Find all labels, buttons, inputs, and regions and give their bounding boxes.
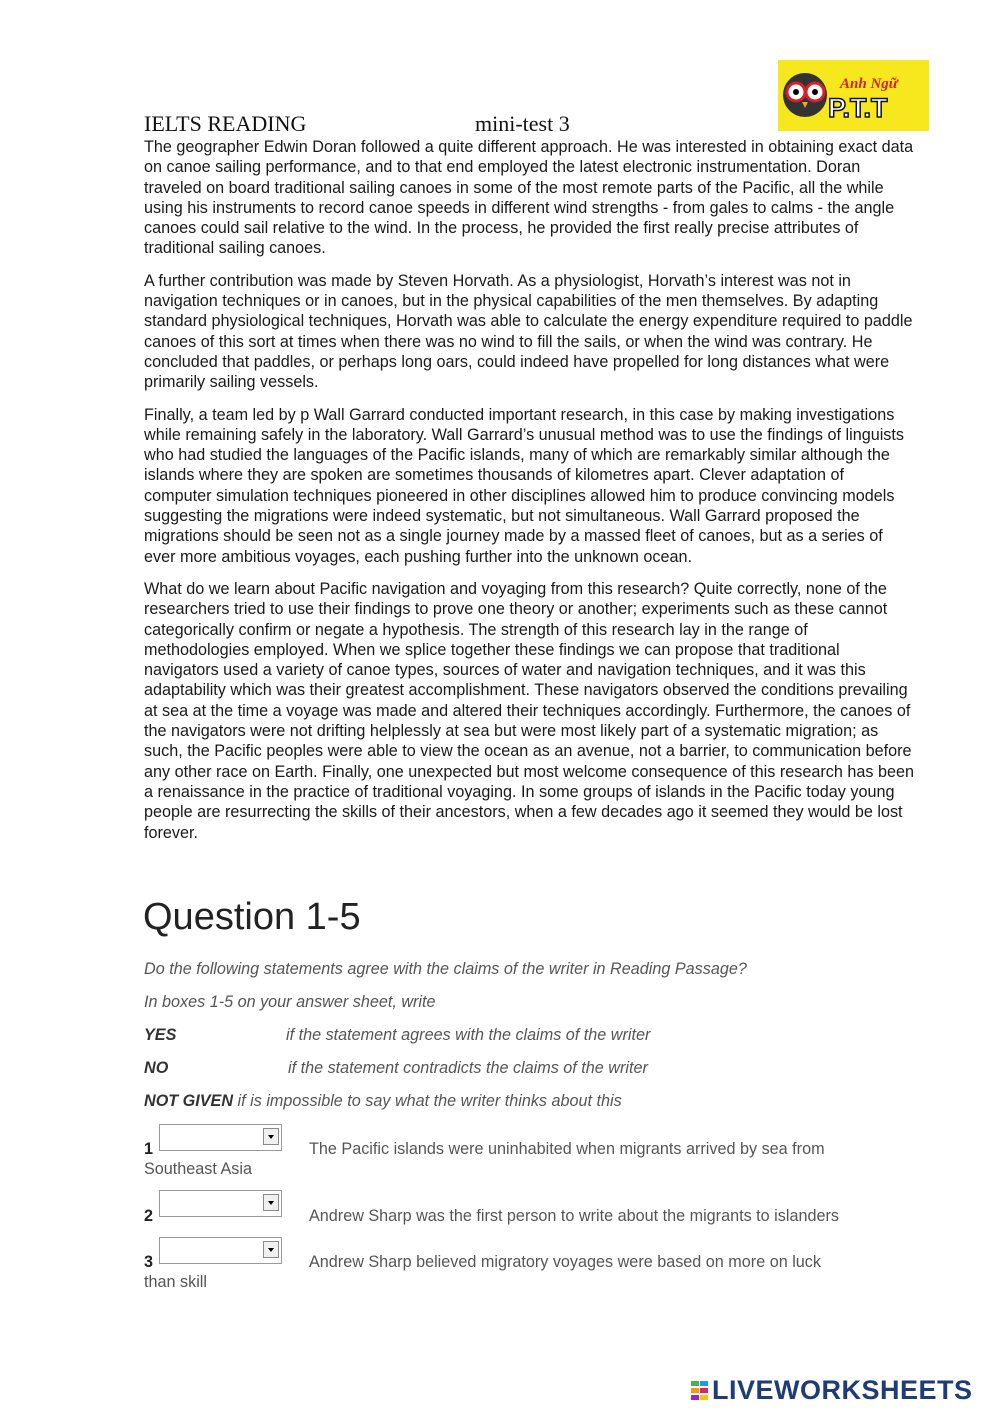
question-statement-continued: Southeast Asia xyxy=(144,1160,252,1178)
option-key: YES xyxy=(144,1026,177,1044)
anh-ngu-ptt-logo xyxy=(778,60,929,131)
option-key: NOT GIVEN xyxy=(144,1092,234,1110)
passage-paragraph: A further contribution was made by Steven Horvath. As a physiologist, Horvath’s interest was not in navigation techniques or in canoes, but in the physical capabilities of the men themselves. By adapting standard physiological techniques, Horvath was able to calculate the energy expenditure required to paddle canoes of this sort at times when there was no wind to fill the sails, or when the wind was contrary. He concluded that paddles, or perhaps long oars, could indeed have propelled for long distances what were primarily sailing vessels. xyxy=(144,271,913,392)
answer-dropdown[interactable] xyxy=(159,1124,282,1151)
option-not-given xyxy=(144,1092,622,1111)
option-key: NO xyxy=(144,1059,169,1077)
question-number: 3 xyxy=(144,1253,154,1271)
passage-paragraph: What do we learn about Pacific navigation and voyaging from this research? Quite correctly, none of the researchers tried to use their findings to prove one theory or another; experiments such as these cannot categorically confirm or negate a hypothesis. The strength of this research lay in the range of methodologies employed. When we splice together these findings we can propose that traditional navigators used a variety of canoe types, sources of water and navigation techniques, and it was this adaptability which was their greatest accomplishment. These navigators observed the conditions prevailing at sea at the time a voyage was made and altered their techniques accordingly. Furthermore, the canoes of the navigators were not drifting helplessly at sea but were most likely part of a systematic migration; as such, the Pacific peoples were able to view the ocean as an avenue, not a barrier, to communication before any other race on Earth. Finally, one unexpected but most welcome consequence of this research has been a renaissance in the practice of traditional voyaging. In some groups of islands in the Pacific today young people are resurrecting the skills of their ancestors, when a few decades ago it seemed they would be lost forever. xyxy=(144,579,914,842)
question-item xyxy=(144,1139,914,1178)
option-no xyxy=(144,1059,648,1078)
answer-dropdown[interactable] xyxy=(159,1190,282,1217)
question-statement: The Pacific islands were uninhabited when migrants arrived by sea from xyxy=(309,1140,825,1158)
question-statement-continued: than skill xyxy=(144,1273,207,1291)
option-yes xyxy=(144,1026,651,1045)
header-test-name: mini-test 3 xyxy=(475,111,570,136)
chevron-down-icon[interactable] xyxy=(263,1128,279,1145)
reading-passage xyxy=(144,137,914,855)
question-item xyxy=(144,1252,914,1291)
instruction-line: In boxes 1-5 on your answer sheet, write xyxy=(144,993,436,1011)
question-statement: Andrew Sharp was the first person to write about the migrants to islanders xyxy=(309,1207,839,1225)
logo-line1: Anh Ngữ xyxy=(840,76,898,92)
option-desc: if the statement contradicts the claims of the writer xyxy=(288,1059,648,1077)
logo-line2: P.T.T xyxy=(828,93,888,123)
question-number: 1 xyxy=(144,1140,154,1158)
owl-logo-icon xyxy=(778,60,929,131)
question-item xyxy=(144,1206,914,1226)
answer-dropdown[interactable] xyxy=(159,1237,282,1264)
liveworksheets-brand[interactable]: LIVEWORKSHEETS xyxy=(712,1375,973,1405)
question-section-title: Question 1-5 xyxy=(143,896,361,938)
chevron-down-icon[interactable] xyxy=(263,1194,279,1211)
option-desc: if the statement agrees with the claims of the writer xyxy=(286,1026,651,1044)
question-statement: Andrew Sharp believed migratory voyages were based on more on luck xyxy=(309,1253,821,1271)
instruction-line: Do the following statements agree with the claims of the writer in Reading Passage? xyxy=(144,960,747,978)
passage-paragraph: Finally, a team led by p Wall Garrard conducted important research, in this case by making investigations while remaining safely in the laboratory. Wall Garrard’s unusual method was to use the findings of linguists who had studied the languages of the Pacific islands, many of which are remarkably similar although the islands where they are spoken are sometimes thousands of kilometres apart. Clever adaptation of computer simulation techniques pioneered in other disciplines allowed him to produce convincing models suggesting the migrations were indeed systematic, but not simultaneous. Wall Garrard proposed the migrations should be seen not as a single journey made by a massed fleet of canoes, but as a series of ever more ambitious voyages, each pushing further into the unknown ocean. xyxy=(144,405,904,566)
liveworksheets-footer xyxy=(690,1375,973,1406)
passage-paragraph: The geographer Edwin Doran followed a quite different approach. He was interested in obtaining exact data on canoe sailing performance, and to that end employed the latest electronic instrumentation. Doran traveled on board traditional sailing canoes in some of the most remote parts of the Pacific, all the while using his instruments to record canoe speeds in different wind strengths - from gales to calms - the angle canoes could sail relative to the wind. In the process, he provided the first really precise attributes of traditional sailing canoes. xyxy=(144,138,914,258)
option-desc: if is impossible to say what the writer thinks about this xyxy=(237,1092,622,1110)
header-subject: IELTS READING xyxy=(144,111,307,136)
question-number: 2 xyxy=(144,1207,154,1225)
liveworksheets-logo-icon xyxy=(690,1379,710,1403)
chevron-down-icon[interactable] xyxy=(263,1241,279,1258)
